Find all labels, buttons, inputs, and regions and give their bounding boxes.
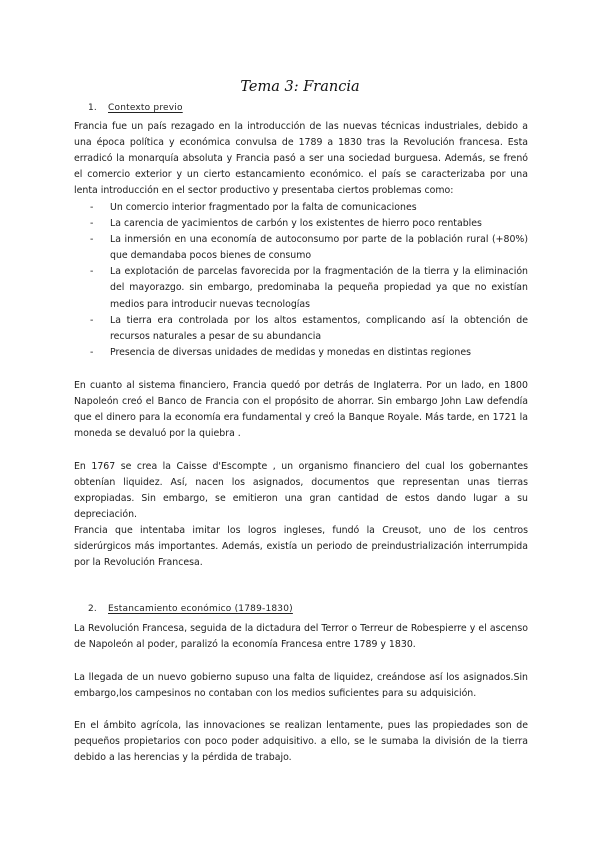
section-1-title: Contexto previo (108, 103, 183, 113)
section-1-number: 1. (88, 103, 97, 113)
paragraph-revolution: La Revolución Francesa, seguida de la dictadura del Terror o Terreur de Robespierre y el ascenso de Napoleón al poder, paralizó la economía Francesa entre 1789 y 1830. (74, 623, 528, 651)
list-item: - La inmersión en una economía de autoconsumo por parte de la población rural (+80%) que demandaba pocos bienes de consumo (88, 232, 528, 264)
list-item: - Presencia de diversas unidades de medidas y monedas en distintas regiones (88, 345, 528, 361)
paragraph-new-government: La llegada de un nuevo gobierno supuso una falta de liquidez, creándose así los asignados.Sin embargo,los campesinos no contaban con los medios suficientes para su adquisición. (74, 672, 528, 700)
paragraph-agriculture: En el ámbito agrícola, las innovaciones se realizan lentamente, pues las propiedades son de pequeños propietarios con poco poder adquisitivo. a ello, se le sumaba la división de la tierra debido a las herencias y la pérdida de trabajo. (74, 720, 528, 764)
section-1-heading (88, 103, 183, 113)
paragraph-financial-system: En cuanto al sistema financiero, Francia quedó por detrás de Inglaterra. Por un lado, en 1800 Napoleón creó el Banco de Francia con el propósito de ahorrar. Sin embargo John Law defendía que el dinero para la economía era fundamental y creó la Banque Royale. Más tarde, en 1721 la moneda se devaluó por la quiebra . (74, 380, 528, 440)
list-item: - Un comercio interior fragmentado por la falta de comunicaciones (88, 200, 528, 216)
problems-list (88, 200, 528, 361)
section-1-intro: Francia fue un país rezagado en la introducción de las nuevas técnicas industriales, debido a una época política y económica convulsa de 1789 a 1830 tras la Revolución francesa. Esta erradicó la monarquía absoluta y Francia pasó a ser una sociedad burguesa. Además, se frenó el comercio exterior y un cierto estancamiento económico. el país se caracterizaba por una lenta introducción en el sector productivo y presentaba ciertos problemas como: (74, 121, 528, 197)
paragraph-creusot: Francia que intentaba imitar los logros ingleses, fundó la Creusot, uno de los centros siderúrgicos más importantes. Además, existía un periodo de preindustrialización interrumpida por la Revolución Francesa. (74, 525, 528, 569)
section-2-heading (88, 604, 293, 614)
section-2-number: 2. (88, 604, 97, 614)
list-item: - La explotación de parcelas favorecida por la fragmentación de la tierra y la eliminación del mayorazgo. sin embargo, predominaba la pequeña propiedad ya que no existían medios para introducir nuevas tecnologías (88, 264, 528, 312)
page-title: Tema 3: Francia (240, 79, 360, 95)
list-item: - La tierra era controlada por los altos estamentos, complicando así la obtención de recursos naturales a pesar de su abundancia (88, 313, 528, 345)
paragraph-caisse-escompte: En 1767 se crea la Caisse d'Escompte , un organismo financiero del cual los gobernantes obtenían liquidez. Así, nacen los asignados, documentos que representan unas tierras expropiadas. Sin embargo, se emitieron una gran cantidad de estos dando lugar a su depreciación. (74, 461, 528, 521)
list-item: - La carencia de yacimientos de carbón y los existentes de hierro poco rentables (88, 216, 528, 232)
section-2-title: Estancamiento económico (1789-1830) (108, 604, 293, 614)
